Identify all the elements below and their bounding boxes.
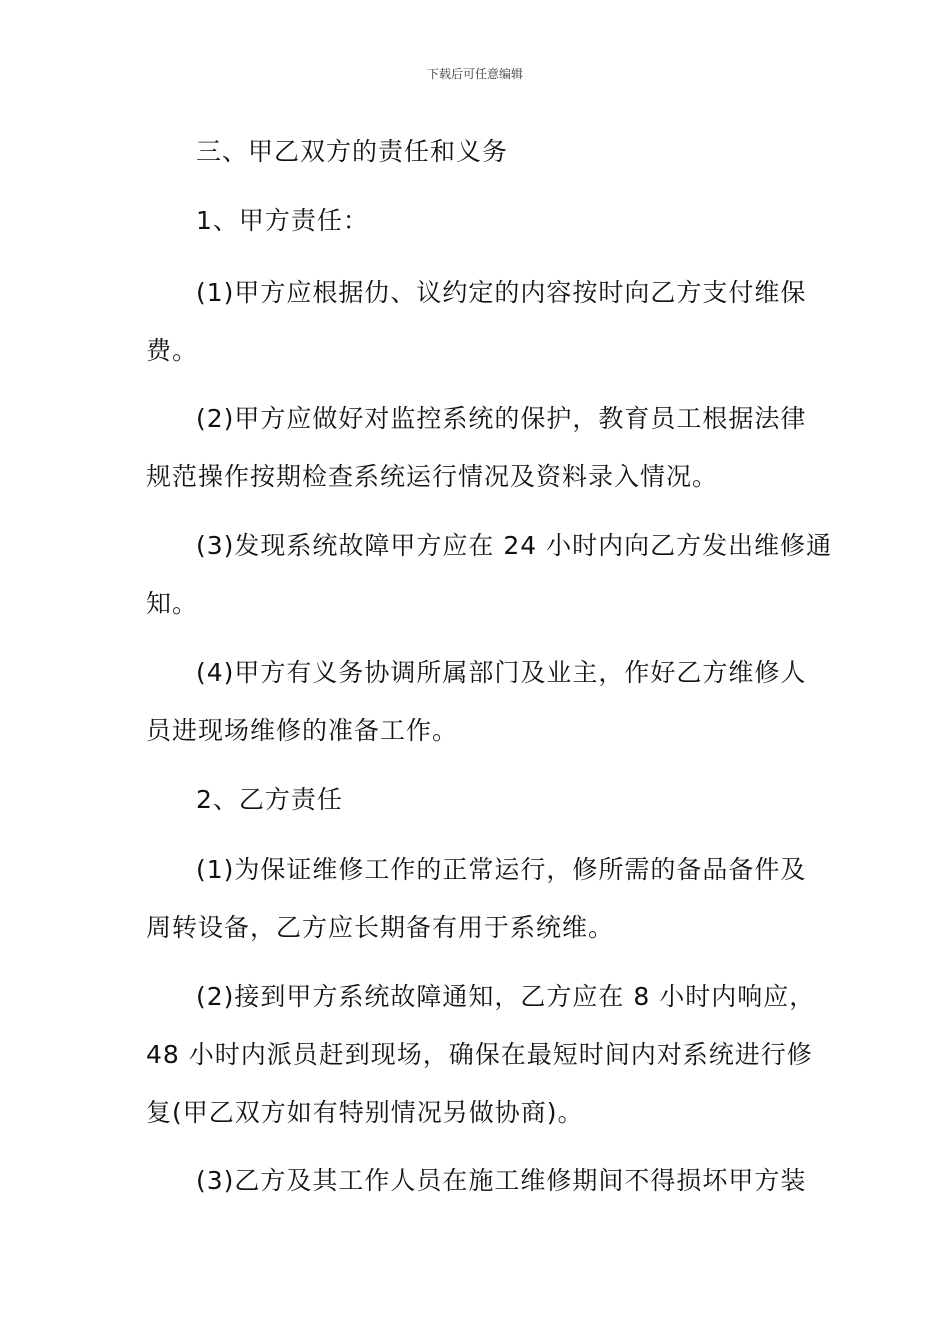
paragraph-line: (4)甲方有义务协调所属部门及业主，作好乙方维修人 xyxy=(196,658,807,687)
paragraph-line: 48 小时内派员赶到现场，确保在最短时间内对系统进行修 xyxy=(146,1040,813,1069)
paragraph-line: (1)甲方应根据仂、议约定的内容按时向乙方支付维保 xyxy=(196,278,807,307)
paragraph-line: 规范操作按期检查系统运行情况及资料录入情况。 xyxy=(146,462,719,491)
paragraph-line: (3)乙方及其工作人员在施工维修期间不得损坏甲方装 xyxy=(196,1166,807,1195)
subsection-heading-party-b: 2、乙方责任 xyxy=(196,785,343,814)
paragraph-line: 复(甲乙双方如有特别情况另做协商)。 xyxy=(146,1098,584,1127)
paragraph-line: 费。 xyxy=(146,336,199,365)
paragraph-line: 周转设备，乙方应长期备有用于系统维。 xyxy=(146,913,615,942)
paragraph-line: 知。 xyxy=(146,589,199,618)
paragraph-line: 员进现场维修的准备工作。 xyxy=(146,716,459,745)
paragraph-line: (2)接到甲方系统故障通知，乙方应在 8 小时内响应， xyxy=(196,982,816,1011)
subsection-heading-party-a: 1、甲方责任： xyxy=(196,206,369,235)
paragraph-line: (3)发现系统故障甲方应在 24 小时内向乙方发出维修通 xyxy=(196,531,833,560)
paragraph-line: (1)为保证维修工作的正常运行，修所需的备品备件及 xyxy=(196,855,807,884)
section-heading: 三、甲乙双方的责任和义务 xyxy=(196,137,509,166)
paragraph-line: (2)甲方应做好对监控系统的保护，教育员工根据法律 xyxy=(196,404,807,433)
page-header-note: 下载后可任意编辑 xyxy=(426,67,523,81)
